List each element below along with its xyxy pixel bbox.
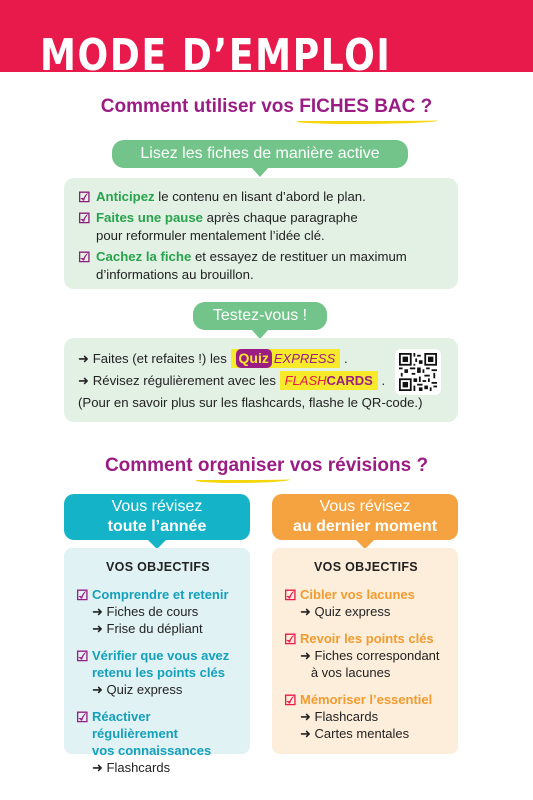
page-title: MODE D’EMPLOI (40, 30, 392, 81)
tip-text: et essayez de restituer un maximum (191, 249, 407, 264)
objective-label: Cibler vos lacunes (300, 587, 415, 602)
objective-item (76, 586, 240, 637)
objective-item (284, 630, 448, 681)
checkbox-checked-icon: ☑ (78, 249, 91, 265)
organiser-text: organiser (197, 455, 285, 476)
left-header-line1: Vous révisez (111, 498, 203, 515)
flashcards-line (78, 370, 446, 392)
tip-item (78, 209, 446, 245)
qr-code-icon[interactable] (395, 349, 441, 395)
objective-resource: ➜ Frise du dépliant (92, 621, 203, 636)
yellow-underline-decoration (196, 477, 291, 483)
objective-resource: ➜ Quiz express (92, 682, 183, 697)
pill-testez-label: Testez-vous ! (212, 307, 308, 324)
reading-tips-box (64, 178, 458, 289)
tip-text-line2: pour reformuler mentalement l’idée clé. (96, 228, 325, 243)
objective-resource: ➜ Flashcards (300, 709, 379, 724)
left-objectives-box (64, 548, 250, 775)
left-header-line2: toute l’année (107, 518, 207, 535)
objective-label: Réactiver régulièrement (92, 709, 178, 741)
checkbox-checked-icon: ☑ (76, 648, 89, 664)
objective-label: Vérifier que vous avez (92, 648, 230, 663)
quiz-line-text: ➜ Faites (et refaites !) les (78, 351, 227, 366)
objective-item (284, 691, 448, 742)
tip-keyword: Faites une pause (96, 210, 204, 225)
objective-resource: ➜ Quiz express (300, 604, 391, 619)
objective-label-line2: retenu les points clés (92, 665, 225, 680)
checkbox-checked-icon: ☑ (78, 189, 91, 205)
checkbox-checked-icon: ☑ (76, 587, 89, 603)
objective-resource: ➜ Cartes mentales (300, 726, 410, 741)
fiches-bac-text: FICHES BAC ? (299, 96, 433, 117)
quiz-word: Quiz (236, 349, 272, 368)
yellow-underline-decoration (297, 118, 438, 124)
section2-heading-prefix: Comment (104, 455, 198, 476)
cards-word: CARDS (326, 373, 373, 388)
checkbox-checked-icon: ☑ (78, 210, 91, 226)
objective-item (76, 647, 240, 698)
objective-label: Revoir les points clés (300, 631, 434, 646)
section2-heading-highlight (198, 455, 285, 477)
right-objectives-title: VOS OBJECTIFS (314, 560, 418, 574)
checkbox-checked-icon: ☑ (284, 692, 297, 708)
flashcards-logo (280, 371, 378, 390)
objective-label: Comprendre et retenir (92, 587, 229, 602)
flash-word: FLASH (284, 373, 327, 388)
objective-item (284, 586, 448, 620)
flashcards-line-text: ➜ Révisez régulièrement avec les (78, 373, 276, 388)
pill-testez (193, 302, 327, 330)
quiz-line (78, 348, 446, 370)
checkbox-checked-icon: ☑ (76, 709, 89, 725)
right-header-line2: au dernier moment (292, 518, 438, 535)
pill-lisez-label: Lisez les fiches de manière active (140, 145, 380, 162)
objective-label-line2: vos connaissances (92, 743, 212, 758)
objective-item (76, 708, 240, 776)
tip-item (78, 188, 446, 206)
section2-heading (0, 455, 533, 477)
right-column-header (272, 494, 458, 540)
tip-item (78, 248, 446, 284)
section1-heading-highlight (299, 96, 432, 118)
tip-keyword: Anticipez (96, 189, 155, 204)
qr-info-line (78, 392, 446, 414)
section1-heading (0, 96, 533, 118)
quiz-line-dot: . (343, 351, 348, 366)
objective-resource: à vos lacunes (300, 665, 391, 680)
section2-heading-suffix: vos révisions ? (284, 455, 429, 476)
tip-text-line2: d’informations au brouillon. (96, 267, 254, 282)
checkbox-checked-icon: ☑ (284, 587, 297, 603)
checkbox-checked-icon: ☑ (284, 631, 297, 647)
objective-resource: ➜ Fiches de cours (92, 604, 199, 619)
objective-label: Mémoriser l’essentiel (300, 692, 433, 707)
qr-code-graphic (399, 353, 437, 391)
tip-text: après chaque paragraphe (203, 210, 358, 225)
objective-resource: ➜ Flashcards (92, 760, 171, 775)
tip-keyword: Cachez la fiche (96, 249, 192, 264)
left-objectives-title: VOS OBJECTIFS (106, 560, 210, 574)
section1-heading-prefix: Comment utiliser vos (100, 96, 300, 117)
right-header-line1: Vous révisez (319, 498, 411, 515)
pill-lisez (112, 140, 408, 168)
right-objectives-box (272, 548, 458, 754)
tip-text: le contenu en lisant d’abord le plan. (154, 189, 366, 204)
express-word: EXPRESS (273, 351, 336, 366)
objective-resource: ➜ Fiches correspondant (300, 648, 440, 663)
qr-info-text: (Pour en savoir plus sur les flashcards, flashe le QR-code.) (78, 395, 423, 410)
quiz-express-logo (231, 349, 341, 368)
flashcards-line-dot: . (381, 373, 386, 388)
left-column-header (64, 494, 250, 540)
